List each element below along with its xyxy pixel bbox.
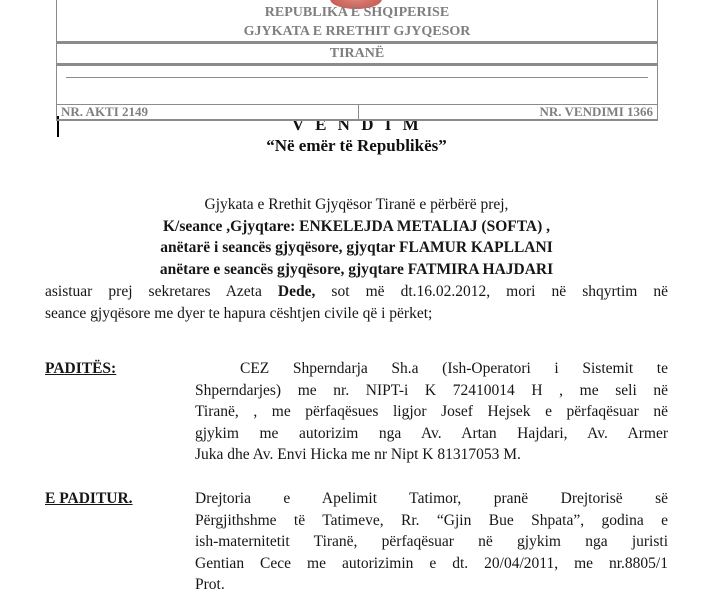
plaintiff-line: gjykim me autorizim nga Av. Artan Hajdari, Av. Armer	[195, 424, 668, 442]
defendant-paragraph	[195, 488, 668, 596]
defendant-line: Prot.	[195, 576, 225, 593]
plaintiff-line: Tiranë, , me përfaqësues ligjor Josef Hejsek e përfaqësuar në	[195, 403, 668, 420]
plaintiff-line: Shperndarjes) me nr. NIPT-i K 72410014 H , me seli në	[195, 381, 668, 399]
secretary-line-pre: asistuar prej sekretares Azeta	[45, 282, 278, 300]
republic-line: REPUBLIKA E SHQIPERISE	[264, 5, 450, 20]
city-cell: TIRANË	[57, 44, 657, 66]
defendant-line: Gentian Cece me autorizimin e dt. 20/04/2011, me nr.8805/1	[195, 554, 668, 572]
defendant-line: Përgjithshme të Tatimeve, Rr. “Gjin Bue Shpata”, godina e	[195, 511, 668, 529]
decision-subtitle: “Në emër të Republikës”	[266, 136, 447, 155]
intro-court-line: Gjykata e Rrethit Gjyqësor Tiranë e përbërë prej,	[204, 196, 509, 213]
header-numbers-row	[57, 105, 657, 121]
plaintiff-line: Juka dhe Av. Envi Hicka me nr Nipt K 81317053 M.	[195, 446, 521, 463]
secretary-line-post: sot më dt.16.02.2012, mori në shqyrtim në	[315, 282, 668, 300]
plaintiff-label: PADITËS:	[45, 360, 117, 377]
secretary-name: Dede,	[277, 282, 316, 300]
intro-judge-line: K/seance ,Gjyqtare: ENKELEJDA METALIAJ (SOFTA) ,	[162, 217, 551, 235]
decision-title: V E N D I M	[291, 115, 422, 134]
header-table	[56, 0, 658, 121]
plaintiff-line: CEZ Shperndarja Sh.a (Ish-Operatori i Sistemit te	[240, 360, 668, 377]
intro-closing-line: seance gjyqësore me dyer te hapura cështjen civile që i përket;	[45, 304, 433, 322]
defendant-line: Drejtoria e Apelimit Tatimor, pranë Drejtorisë së	[195, 490, 668, 507]
court-name-line: GJYKATA E RRETHIT GJYQESOR	[243, 24, 471, 39]
intro-secretary-line	[45, 281, 668, 303]
header-spacer-cell	[57, 77, 657, 105]
act-number-cell: NR. AKTI 2149	[57, 105, 359, 119]
header-rule	[66, 77, 648, 78]
intro-member1-line: anëtarë i seancës gjyqësore, gjyqtar FLAMUR KAPLLANI	[160, 239, 553, 257]
defendant-label: E PADITUR.	[45, 490, 133, 507]
intro-member2-line: anëtare e seancës gjyqësore, gjyqtare FATMIRA HAJDARI	[159, 261, 554, 279]
defendant-line: ish-maternitetit Tiranë, përfaqësuar në gjykim nga juristi	[195, 533, 668, 550]
decision-number-cell: NR. VENDIMI 1366	[539, 104, 653, 119]
plaintiff-paragraph	[195, 358, 668, 466]
header-institution-cell	[57, 0, 657, 44]
intro-block	[45, 194, 668, 324]
